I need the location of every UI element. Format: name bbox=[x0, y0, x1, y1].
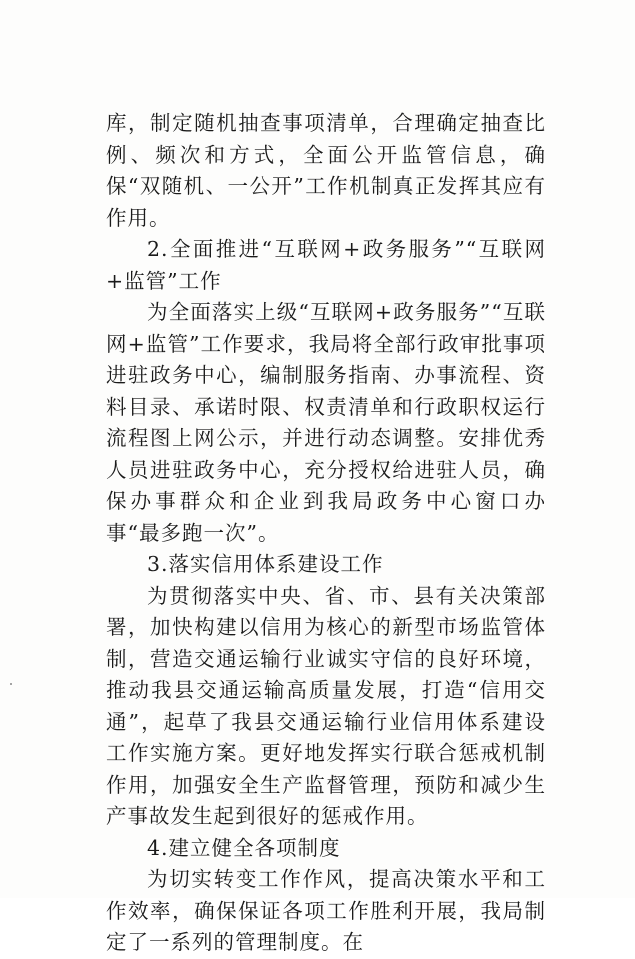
document-body bbox=[106, 108, 546, 959]
section-heading-3: 3.落实信用体系建设工作 bbox=[147, 552, 384, 576]
paragraph-credit-system: 为贯彻落实中央、省、市、县有关决策部署，加快构建以信用为核心的新型市场监管体制，营造交通运输行业诚实守信的良好环境，推动我县交通运输高质量发展，打造“信用交通”，起草了我县交通运输行业信用体系建设工作实施方案。更好地发挥实行联合惩戒机制作用，加强安全生产监督管理，预防和减少生产事故发生起到很好的惩戒作用。 bbox=[106, 583, 546, 828]
section-heading-4: 4.建立健全各项制度 bbox=[147, 835, 341, 860]
section-heading-2: 2.全面推进“互联网+政务服务”“互联网+监管”工作 bbox=[106, 237, 546, 293]
paragraph-internet-services: 为全面落实上级“互联网+政务服务”“互联网+监管”工作要求，我局将全部行政审批事项进驻政务中心，编制服务指南、办事流程、资料目录、承诺时限、权责清单和行政职权运行流程图上网公示，并进行动态调整。安排优秀人员进驻政务中心，充分授权给进驻人员，确保办事群众和企业到我局政务中心窗口办事“最多跑一次”。 bbox=[106, 300, 546, 545]
paragraph-regulations: 为切实转变工作作风，提高决策水平和工作效率，确保保证各项工作胜利开展，我局制定了一系列的管理制度。在 bbox=[106, 867, 546, 954]
scan-speck bbox=[10, 683, 12, 685]
paragraph-continuation: 库，制定随机抽查事项清单，合理确定抽查比例、频次和方式，全面公开监管信息，确保“双随机、一公开”工作机制真正发挥其应有作用。 bbox=[106, 111, 546, 230]
